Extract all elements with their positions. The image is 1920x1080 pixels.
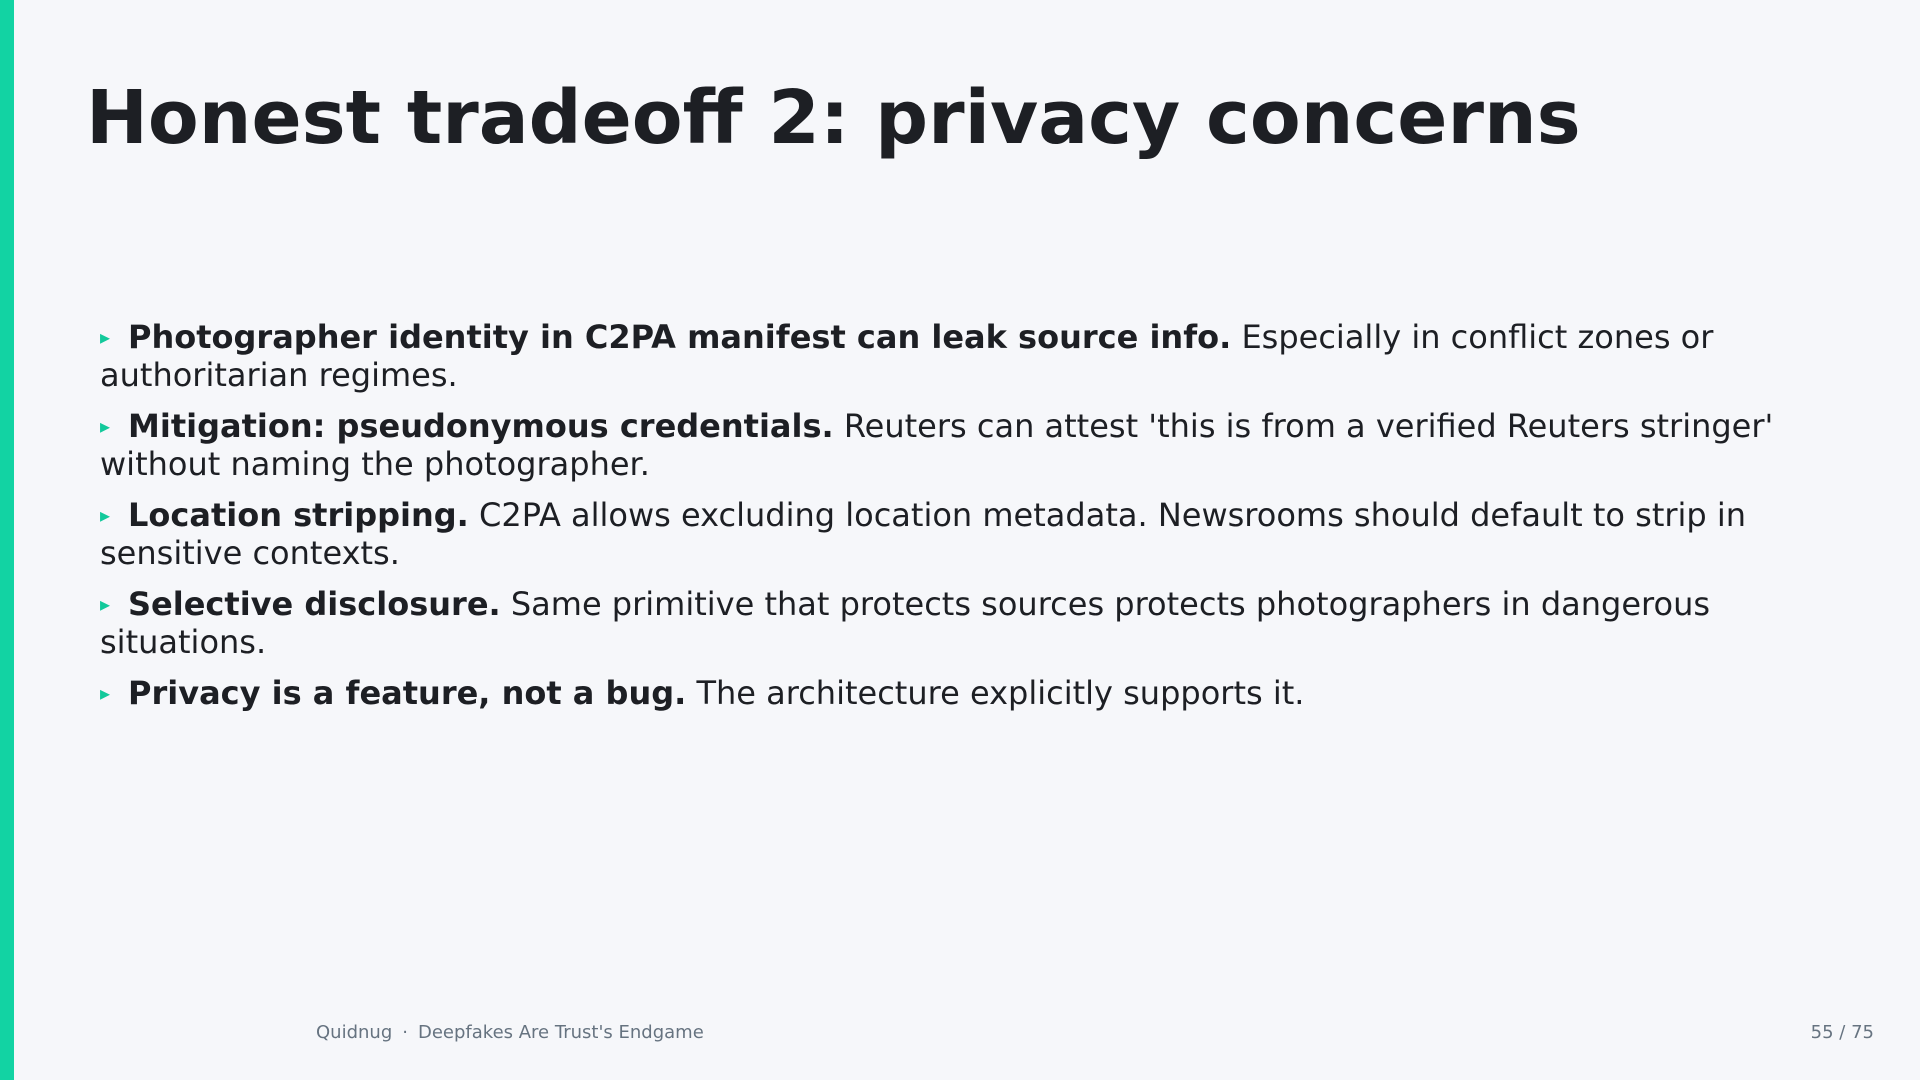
bullet-text: Especially in conflict zones or authoritarian regimes.	[100, 318, 1714, 394]
triangle-bullet-icon: ▸	[100, 592, 111, 616]
triangle-bullet-icon: ▸	[100, 681, 111, 705]
slide-title: Honest tradeoff 2: privacy concerns	[86, 75, 1581, 161]
bullet-list	[100, 318, 1800, 725]
bullet-text: The architecture explicitly supports it.	[686, 674, 1305, 712]
page-number: 55 / 75	[1810, 1022, 1874, 1043]
bullet-lead: Mitigation: pseudonymous credentials.	[128, 407, 834, 445]
bullet-lead: Privacy is a feature, not a bug.	[128, 674, 687, 712]
footer-author: Quidnug	[316, 1022, 393, 1043]
bullet-text: C2PA allows excluding location metadata. Newsrooms should default to strip in sensitive contexts.	[100, 496, 1747, 572]
triangle-bullet-icon: ▸	[100, 503, 111, 527]
triangle-bullet-icon: ▸	[100, 414, 111, 438]
bullet-item	[100, 496, 1800, 572]
bullet-lead: Location stripping.	[128, 496, 469, 534]
bullet-text: Same primitive that protects sources protects photographers in dangerous situations.	[100, 585, 1711, 661]
footer-deck-title: Deepfakes Are Trust's Endgame	[417, 1022, 704, 1043]
footer-separator: ·	[402, 1022, 408, 1043]
bullet-item	[100, 585, 1800, 661]
footer-deck-info	[316, 1022, 704, 1043]
accent-bar	[0, 0, 14, 1080]
bullet-lead: Photographer identity in C2PA manifest can leak source info.	[128, 318, 1232, 356]
bullet-item	[100, 407, 1800, 483]
bullet-item	[100, 674, 1800, 712]
bullet-lead: Selective disclosure.	[128, 585, 501, 623]
bullet-item	[100, 318, 1800, 394]
triangle-bullet-icon: ▸	[100, 325, 111, 349]
bullet-text: Reuters can attest 'this is from a verified Reuters stringer' without naming the photographer.	[100, 407, 1774, 483]
